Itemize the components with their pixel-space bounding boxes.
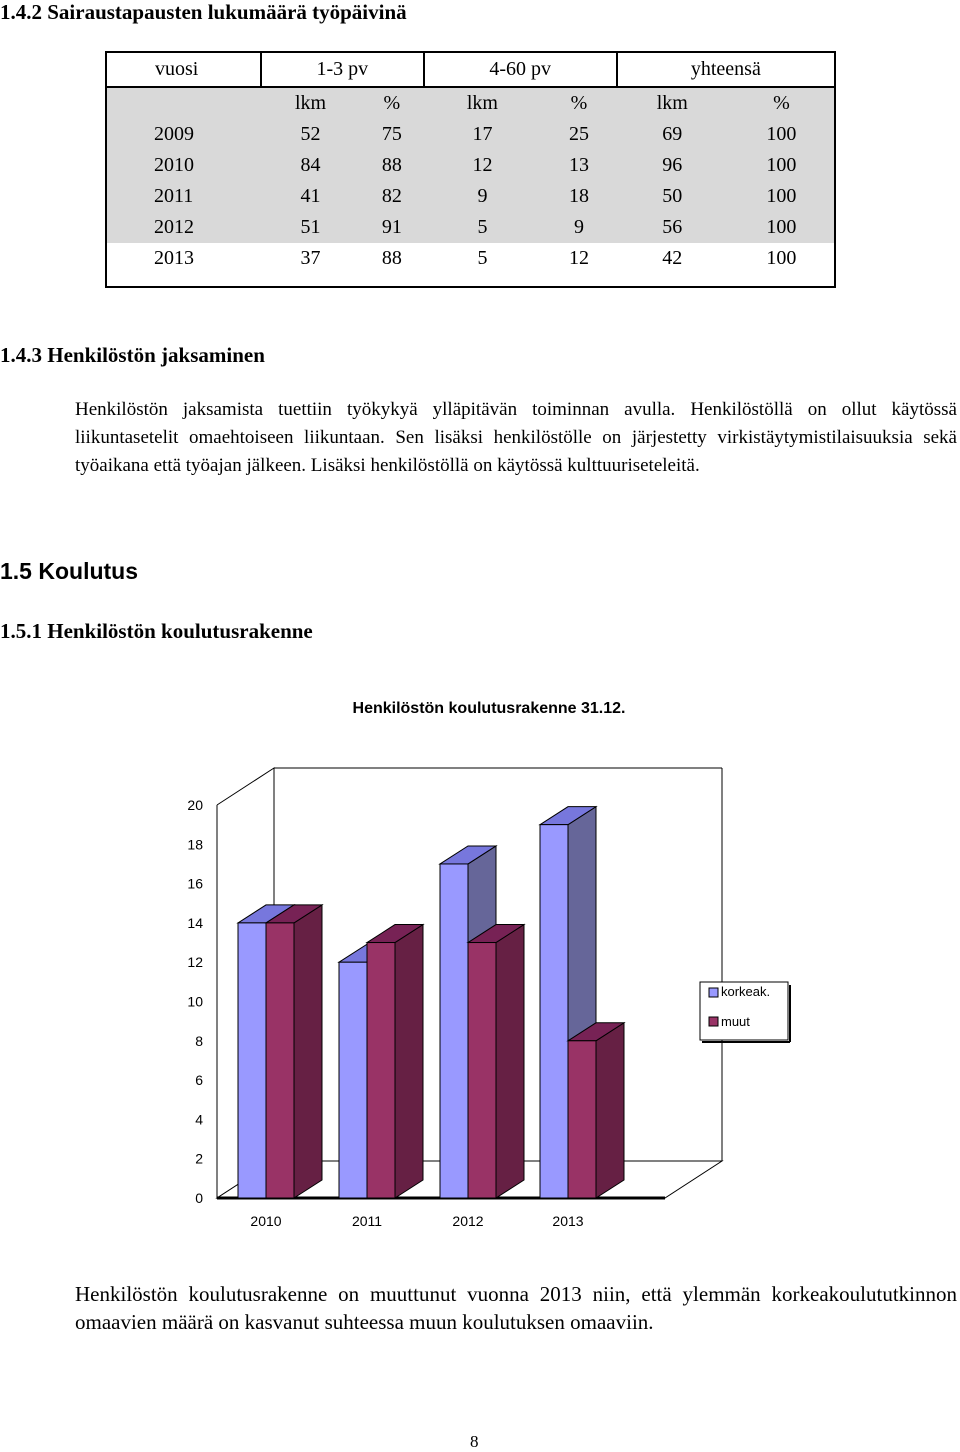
legend-swatch-muut <box>709 1017 718 1026</box>
subheader-cell: lkm <box>617 87 728 119</box>
table-row: 2010 84 88 12 13 96 100 <box>106 150 835 181</box>
table-row: 2009 52 75 17 25 69 100 <box>106 119 835 150</box>
subheader-cell: lkm <box>261 87 360 119</box>
y-tick-label: 18 <box>187 836 203 853</box>
table-row: 2011 41 82 9 18 50 100 <box>106 181 835 212</box>
bar-muut-2010 <box>266 905 322 1198</box>
x-tick-label: 2013 <box>552 1213 584 1229</box>
x-tick-label: 2012 <box>452 1213 484 1229</box>
wellbeing-paragraph: Henkilöstön jaksamista tuettiin työkykyä ylläpitävän toiminnan avulla. Henkilöstöllä on ollut käytössä liikuntasetelit omaehtoiseen liikuntaan. Sen lisäksi henkilöstölle on järjestetty virkistäytymistilaisuuksia sekä työaikana että työajan jälkeen. Lisäksi henkilöstöllä on käytössä kulttuuriseteleitä. <box>75 399 957 476</box>
y-tick-label: 4 <box>195 1111 203 1128</box>
legend-label-muut: muut <box>721 1014 750 1029</box>
section-heading-1-5: 1.5 Koulutus <box>0 558 139 584</box>
chart-title: Henkilöstön koulutusrakenne 31.12. <box>352 700 626 717</box>
bar-muut-2011 <box>367 925 423 1198</box>
header-total: yhteensä <box>617 52 835 87</box>
closing-paragraph: Henkilöstön koulutusrakenne on muuttunut vuonna 2013 niin, että ylemmän korkeakoulututkinnon omaavien määrä on kasvanut suhteessa muun koulutuksen omaaviin. <box>75 1282 957 1334</box>
table-row: 2013 37 88 5 12 42 100 <box>106 243 835 274</box>
section-heading-1-4-2: 1.4.2 Sairaustapausten lukumäärä työpäivinä <box>0 0 407 24</box>
section-heading-1-5-1: 1.5.1 Henkilöstön koulutusrakenne <box>0 619 313 643</box>
subheader-cell: lkm <box>424 87 541 119</box>
subheader-cell: % <box>360 87 424 119</box>
y-tick-label: 0 <box>195 1190 203 1206</box>
y-tick-label: 2 <box>195 1150 203 1167</box>
education-chart <box>150 690 810 1240</box>
table-subheader-row <box>106 87 835 119</box>
subheader-cell: % <box>728 87 835 119</box>
legend-swatch-korkeak <box>709 988 718 997</box>
legend-label-korkeak: korkeak. <box>721 984 771 999</box>
sick-leave-table <box>105 51 836 274</box>
header-year: vuosi <box>106 52 261 87</box>
chart-bars <box>238 807 624 1198</box>
y-tick-label: 14 <box>187 914 203 931</box>
bar-muut-2012 <box>468 925 524 1198</box>
bar-muut-2013 <box>568 1023 624 1198</box>
table-row: 2012 51 91 5 9 56 100 <box>106 212 835 243</box>
y-tick-label: 20 <box>187 797 203 813</box>
page-number: 8 <box>470 1432 479 1451</box>
x-tick-label: 2011 <box>351 1213 383 1229</box>
y-tick-label: 8 <box>195 1032 203 1049</box>
header-1-3: 1-3 pv <box>261 52 424 87</box>
y-tick-label: 12 <box>187 954 203 971</box>
section-heading-1-4-3: 1.4.3 Henkilöstön jaksaminen <box>0 343 265 367</box>
x-axis-ticks <box>250 1213 583 1229</box>
subheader-cell: % <box>541 87 617 119</box>
y-tick-label: 6 <box>195 1072 203 1089</box>
y-axis-ticks <box>187 797 203 1206</box>
chart-legend <box>700 982 791 1044</box>
x-tick-label: 2010 <box>250 1213 282 1229</box>
header-4-60: 4-60 pv <box>424 52 617 87</box>
y-tick-label: 10 <box>187 993 203 1010</box>
y-tick-label: 16 <box>187 875 203 892</box>
table-header-row <box>106 52 835 87</box>
